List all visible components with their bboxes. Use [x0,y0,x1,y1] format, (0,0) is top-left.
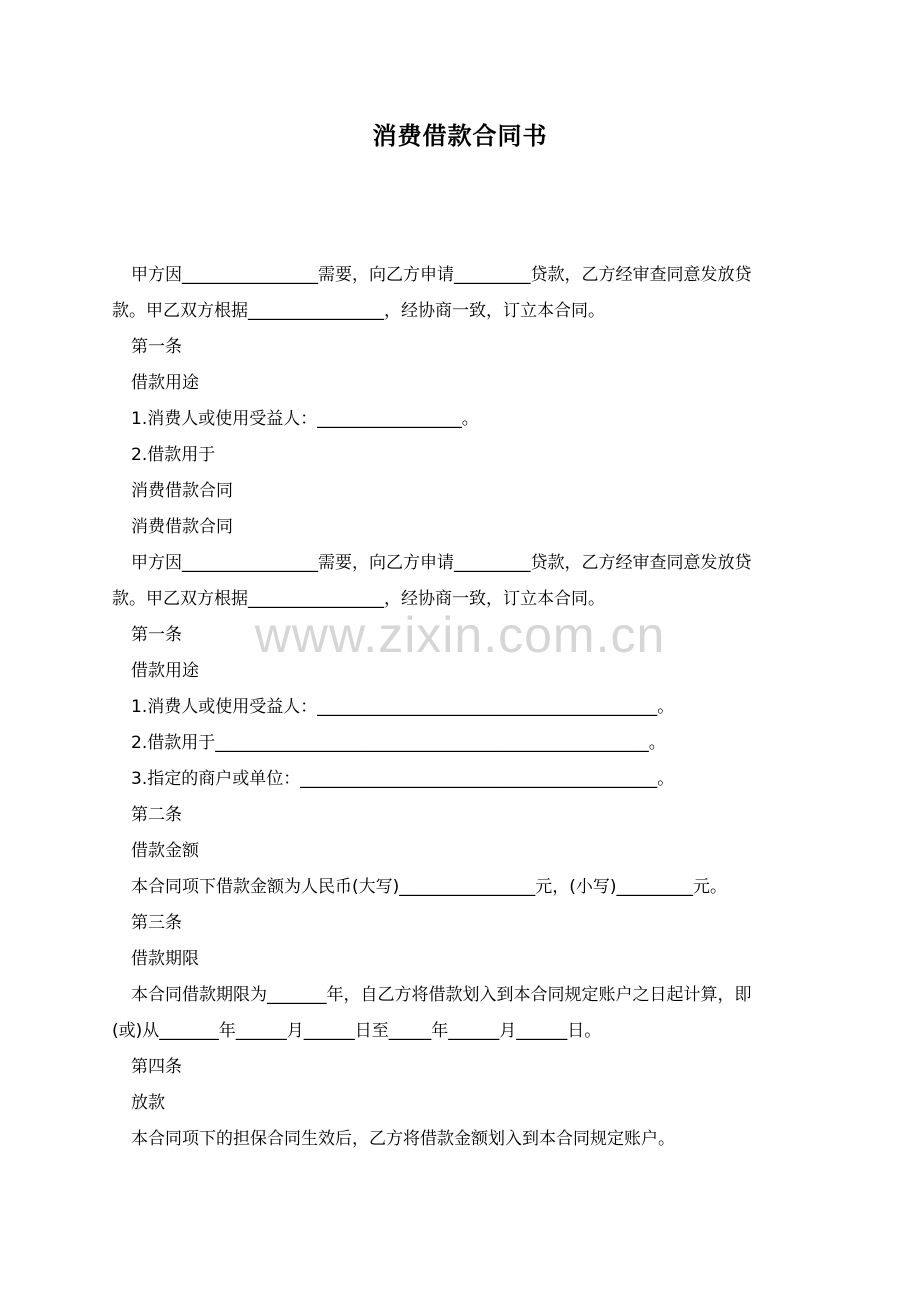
body-line: 借款期限 [131,949,199,969]
body-line: 借款用途 [131,373,199,393]
document-title: 消费借款合同书 [372,122,548,150]
body-line: 消费借款合同 [131,517,233,537]
body-line: 2.借款用于___________________________________________________。 [131,733,666,753]
body-line: 款。甲乙双方根据________________，经协商一致，订立本合同。 [112,301,605,321]
body-line: 本合同项下借款金额为人民币(大写)________________元，(小写)_________元。 [131,877,728,897]
watermark: www.zixin.com.cn [254,607,666,663]
body-line: (或)从_______年______月______日至_____年______月______日。 [112,1021,602,1041]
body-line: 第二条 [131,805,182,825]
body-line: 消费借款合同 [131,481,233,501]
body-line: 第三条 [131,913,182,933]
body-line: 2.借款用于 [131,445,216,465]
body-line: 款。甲乙双方根据________________，经协商一致，订立本合同。 [112,589,605,609]
body-line: 第一条 [131,625,182,645]
body-line: 3.指定的商户或单位：__________________________________________。 [131,769,675,789]
body-line: 甲方因________________需要，向乙方申请_________贷款，乙方经审查同意发放贷 [131,553,752,573]
body-line: 1.消费人或使用受益人：________________________________________。 [131,697,675,717]
body-line: 甲方因________________需要，向乙方申请_________贷款，乙方经审查同意发放贷 [131,265,752,285]
document-body [112,257,812,1157]
body-line: 1.消费人或使用受益人：_________________。 [131,409,479,429]
body-line: 放款 [131,1093,165,1113]
body-line: 借款金额 [131,841,199,861]
body-line: 本合同项下的担保合同生效后，乙方将借款金额划入到本合同规定账户。 [131,1129,675,1149]
body-line: 本合同借款期限为_______年，自乙方将借款划入到本合同规定账户之日起计算，即 [131,985,752,1005]
body-line: 第一条 [131,337,182,357]
body-line: 第四条 [131,1057,182,1077]
body-line: 借款用途 [131,661,199,681]
